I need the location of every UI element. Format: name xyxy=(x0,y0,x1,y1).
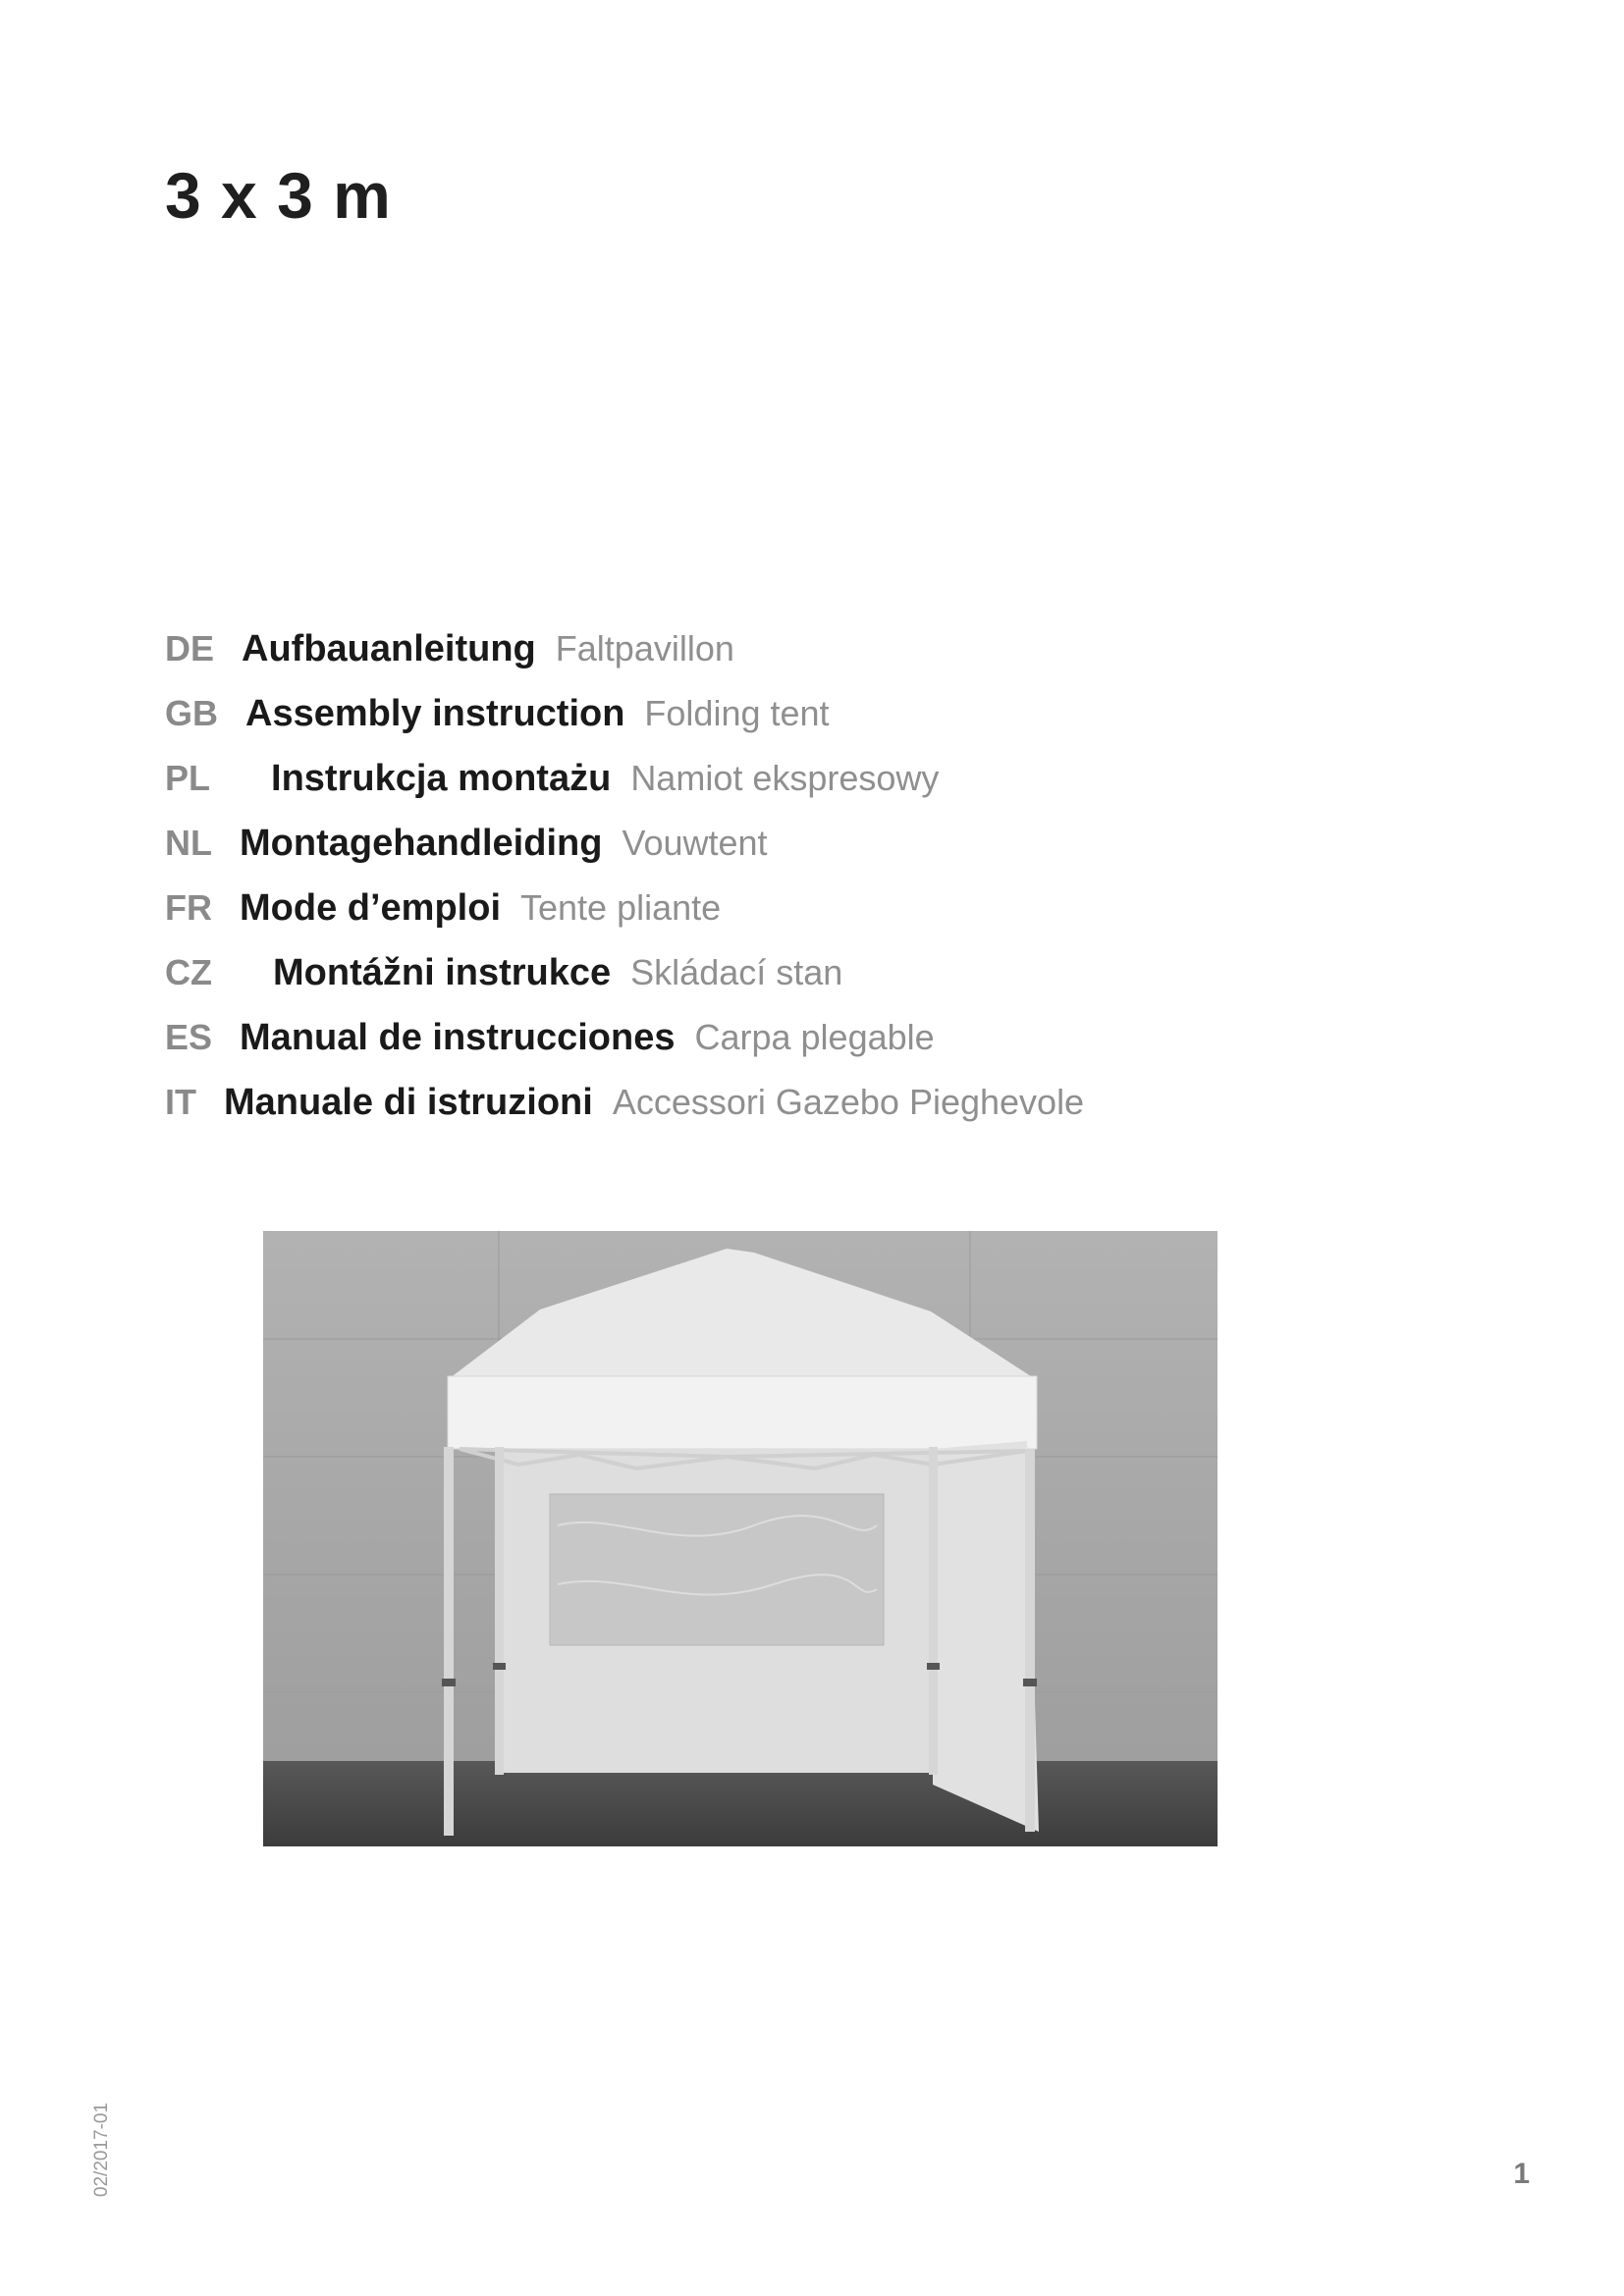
product-name: Accessori Gazebo Pieghevole xyxy=(612,1082,1085,1122)
language-row-it xyxy=(165,1070,1084,1135)
language-row-es xyxy=(165,1005,1084,1070)
document-title: 3 x 3 m xyxy=(165,159,392,232)
clear-window xyxy=(550,1494,884,1645)
language-code: DE xyxy=(165,628,215,668)
language-code: ES xyxy=(165,1017,213,1057)
instruction-title: Aufbauanleitung xyxy=(242,627,536,669)
revision-date: 02/2017-01 xyxy=(91,2102,112,2198)
instruction-title: Montážni instrukce xyxy=(273,951,612,993)
language-code: NL xyxy=(165,823,212,863)
product-name: Skládací stan xyxy=(630,952,843,992)
side-wall xyxy=(933,1441,1039,1832)
instruction-title: Assembly instruction xyxy=(245,692,625,734)
language-row-fr xyxy=(165,876,1084,940)
language-row-cz xyxy=(165,940,1084,1005)
product-name: Carpa plegable xyxy=(694,1017,935,1057)
language-code: PL xyxy=(165,758,211,798)
language-code: GB xyxy=(165,693,218,733)
language-list xyxy=(165,616,1084,1135)
instruction-title: Mode d’emploi xyxy=(240,886,501,929)
language-row-gb xyxy=(165,681,1084,746)
language-row-de xyxy=(165,616,1084,681)
product-name: Folding tent xyxy=(644,693,830,733)
instruction-title: Manual de instrucciones xyxy=(240,1016,676,1058)
tent-valance xyxy=(448,1376,1037,1449)
language-code: FR xyxy=(165,887,212,928)
tent-illustration xyxy=(263,1231,1218,1846)
instruction-title: Manuale di istruzioni xyxy=(224,1081,593,1123)
page-number: 1 xyxy=(1513,2158,1530,2190)
product-name: Faltpavillon xyxy=(555,628,734,668)
tent-photo xyxy=(263,1231,1218,1846)
instruction-title: Montagehandleiding xyxy=(240,822,603,864)
product-name: Tente pliante xyxy=(520,887,722,928)
floor xyxy=(263,1761,1218,1846)
language-row-pl xyxy=(165,746,1084,811)
product-name: Namiot ekspresowy xyxy=(630,758,940,798)
language-code: IT xyxy=(165,1082,196,1122)
instruction-title: Instrukcja montażu xyxy=(271,757,612,799)
language-code: CZ xyxy=(165,952,212,992)
language-row-nl xyxy=(165,811,1084,876)
product-name: Vouwtent xyxy=(622,823,768,863)
